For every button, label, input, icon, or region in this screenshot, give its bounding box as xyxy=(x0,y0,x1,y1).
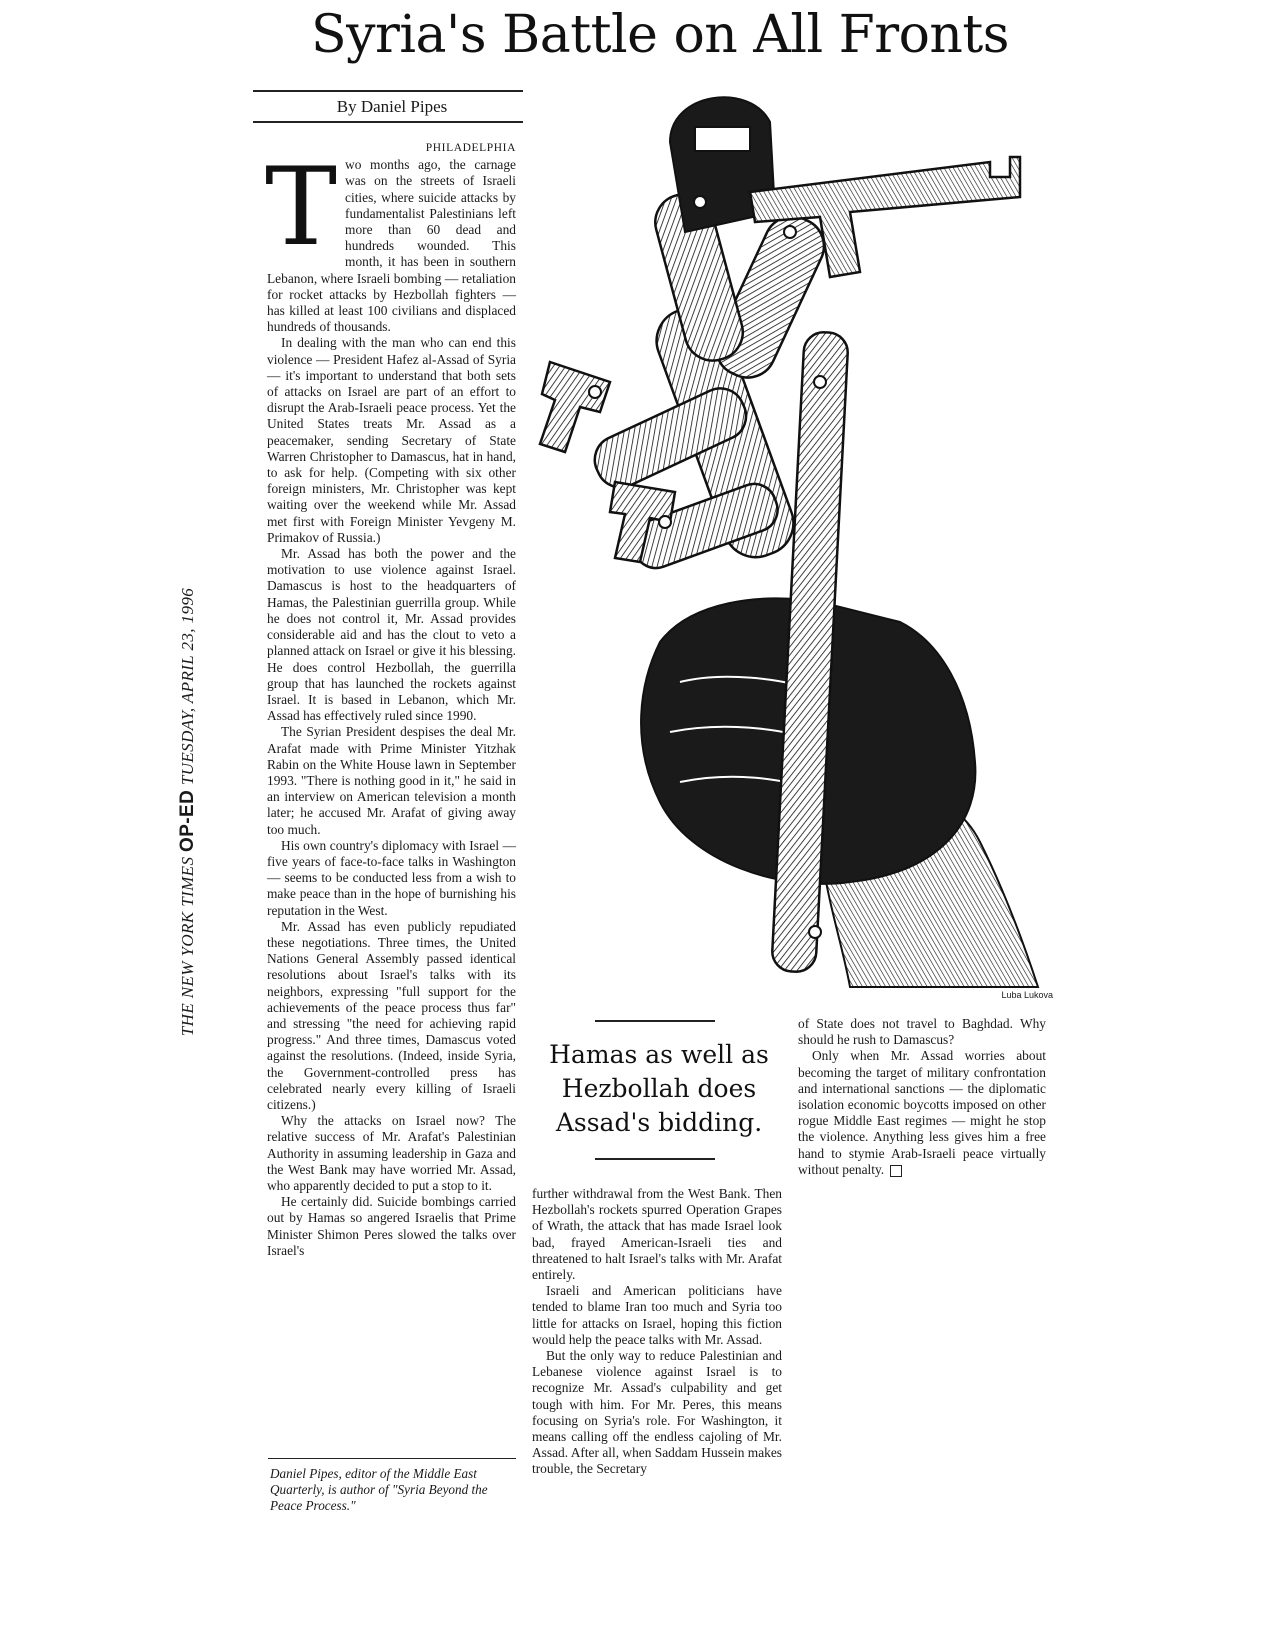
paragraph xyxy=(798,1048,1046,1178)
byline: By Daniel Pipes xyxy=(336,97,448,116)
paragraph: Mr. Assad has both the power and the motivation to use violence against Israel. Damascus is host to the headquarters of Hamas, the Palestinian guerrilla group. While he does not control it, Mr. Assad provides considerable aid and has the clout to veto a planned attack on Israel or give it his blessing. He does control Hezbollah, the guerrilla group that has launched the rockets against Israel. It is based in Lebanon, which Mr. Assad has effectively ruled since 1990. xyxy=(267,546,516,724)
byline-rule-top xyxy=(253,90,523,92)
drop-cap: T xyxy=(265,145,338,271)
byline-rule-bottom xyxy=(253,121,523,123)
dateline: PHILADELPHIA xyxy=(425,142,516,154)
paragraph: Why the attacks on Israel now? The relative success of Mr. Arafat's Palestinian Authority in assuming leadership in Gaza and the West Bank may have worried Mr. Assad, who apparently decided to put a stop to it. xyxy=(267,1113,516,1193)
paragraph: His own country's diplomacy with Israel — five years of face-to-face talks in Washington — seems to be conducted less from a wish to make peace than in the hope of burnishing his reputation in the West. xyxy=(267,837,516,918)
paragraph: of State does not travel to Baghdad. Why should he rush to Damascus? xyxy=(798,1016,1046,1048)
author-bio: Daniel Pipes, editor of the Middle East Quarterly, is author of "Syria Beyond the Peace Process." xyxy=(270,1466,488,1513)
paragraph: But the only way to reduce Palestinian and Lebanese violence against Israel is to recognize Mr. Assad's culpability and get tough with him. For Mr. Peres, this means focusing on Syria's role. For Washington, it means calling off the endless cajoling of Mr. Assad. After all, when Saddam Hussein makes trouble, the Secretary xyxy=(532,1348,782,1477)
pull-quote-rule-top xyxy=(595,1020,715,1022)
pull-quote-rule-bottom xyxy=(595,1158,715,1160)
illustration-art xyxy=(520,82,1052,1000)
bio-rule xyxy=(268,1458,516,1459)
paragraph: further withdrawal from the West Bank. Then Hezbollah's rockets spurred Operation Grapes of Wrath, the attack that has made Israel look bad, frayed American-Israeli ties and threatened to halt Israel's talks with Mr. Arafat entirely. xyxy=(532,1186,782,1283)
end-mark-icon xyxy=(890,1165,902,1177)
paragraph: The Syrian President despises the deal Mr. Arafat made with Prime Minister Yitzhak Rabin on the White House lawn in September 1993. "There is nothing good in it," he said in an interview on American television a month later; he accused Mr. Arafat of giving away too much. xyxy=(267,724,516,837)
paragraph-text: wo months ago, the carnage was on the streets of Israeli cities, where suicide attacks by fundamentalist Palestinians left more than 60 dead and hundreds wounded. This month, it has been in southern Lebanon, where Israeli bombing — retaliation for rocket attacks by Hezbollah fighters — has killed at least 100 civilians and displaced hundreds of thousands. xyxy=(267,157,516,335)
paragraph-text: Only when Mr. Assad worries about becoming the target of military confrontation and international sanctions — the diplomatic isolation economic boycotts imposed on other rogue Middle East regimes — might he stop the violence. Anything less gives him a free hand to stymie Arab-Israeli peace virtually without penalty. xyxy=(798,1048,1046,1177)
illustration xyxy=(520,82,1052,1000)
section-name: OP-ED xyxy=(177,789,198,852)
paragraph: Mr. Assad has even publicly repudiated these negotiations. Three times, the United Nations General Assembly passed identical resolutions about Israel's talks with its neighbors, expressing "full support for the achievements of the peace process thus far" and stressing "the need for achieving rapid progress." And three times, Damascus voted against the resolutions. (Indeed, inside Syria, the Government-controlled press has celebrated nearly every killing of Israeli citizens.) xyxy=(267,918,516,1112)
paragraph: Israeli and American politicians have tended to blame Iran too much and Syria too little for attacks on Israel, hoping this fiction would help the peace talks with Mr. Assad. xyxy=(532,1283,782,1347)
headline: Syria's Battle on All Fronts xyxy=(311,5,1009,65)
publication-name: THE NEW YORK TIMES xyxy=(178,856,197,1037)
pull-quote: Hamas as well as Hezbollah does Assad's bidding. xyxy=(549,1040,769,1137)
paragraph: In dealing with the man who can end this violence — President Hafez al-Assad of Syria — it's important to understand that both sets of attacks on Israel are part of an effort to disrupt the Arab-Israeli peace process. Yet the United States treats Mr. Assad as a peacemaker, sending Secretary of State Warren Christopher to Damascus, hat in hand, to ask for help. (Competing with six other foreign ministers, Mr. Christopher was kept waiting over the weekend while Mr. Assad met first with Foreign Minister Yevgeny M. Primakov of Russia.) xyxy=(267,335,516,545)
paragraph: He certainly did. Suicide bombings carried out by Hamas so angered Israelis that Prime Minister Shimon Peres slowed the talks over Israel's xyxy=(267,1194,516,1258)
column-2 xyxy=(532,1186,782,1478)
illustration-credit: Luba Lukova xyxy=(1001,990,1053,1000)
column-3 xyxy=(798,1016,1046,1178)
column-1 xyxy=(267,140,516,1259)
publication-date: TUESDAY, APRIL 23, 1996 xyxy=(178,587,197,786)
